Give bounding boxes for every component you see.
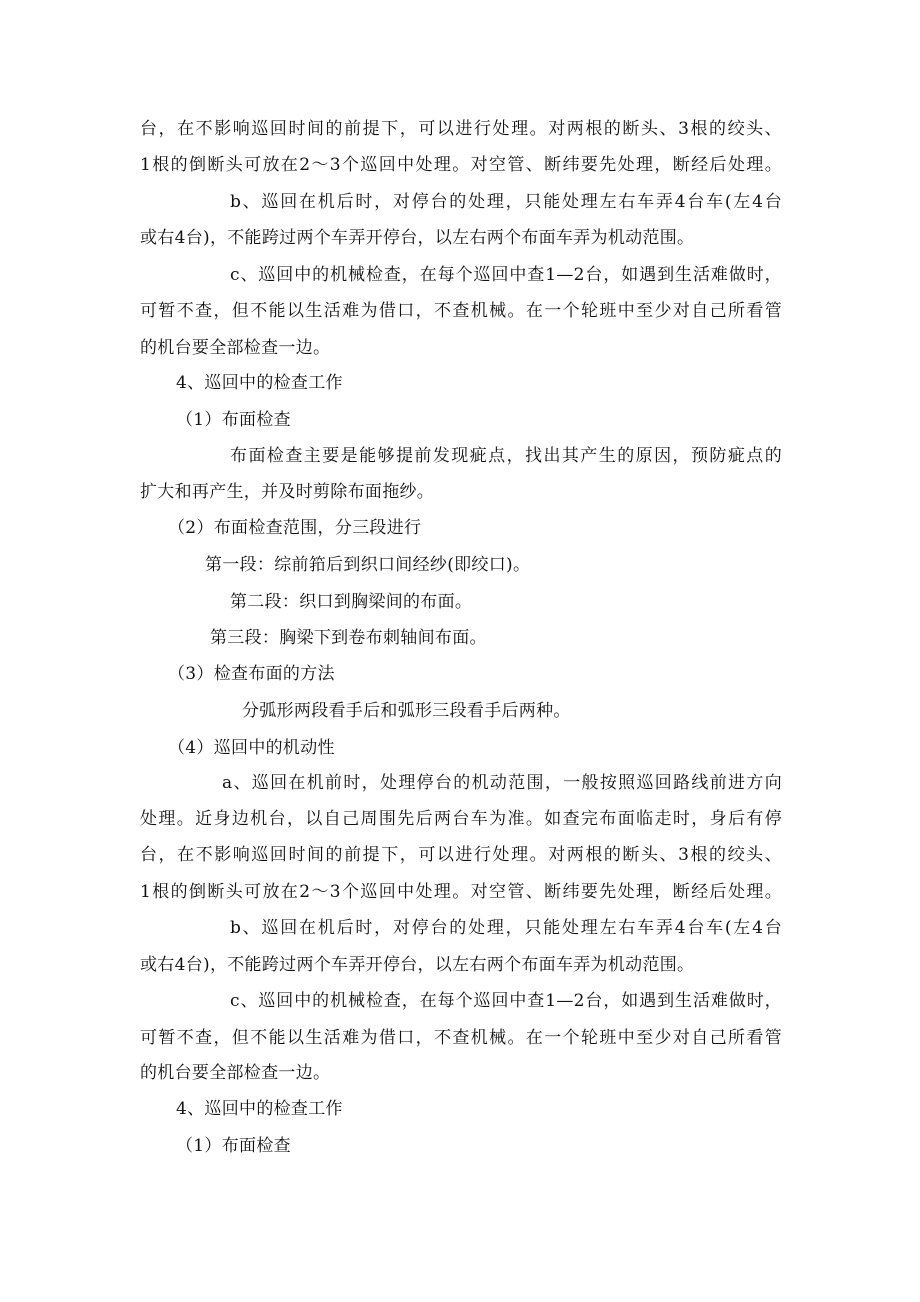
text-line: 布面检查主要是能够提前发现疵点，找出其产生的原因，预防疵点的 bbox=[230, 446, 782, 466]
text-line: c、巡回中的机械检查，在每个巡回中查1—2台，如遇到生活难做时， bbox=[230, 991, 782, 1011]
subsection-heading: （4）巡回中的机动性 bbox=[168, 738, 335, 758]
text-line: 或右4台)，不能跨过两个车弄开停台，以左右两个布面车弄为机动范围。 bbox=[140, 955, 695, 975]
text-line: b、巡回在机后时，对停台的处理，只能处理左右车弄4台车(左4台 bbox=[230, 918, 782, 938]
text-line: 的机台要全部检查一边。 bbox=[140, 338, 331, 358]
text-line: 扩大和再产生，并及时剪除布面拖纱。 bbox=[140, 482, 435, 502]
text-line: 第三段：胸梁下到卷布刺轴间布面。 bbox=[210, 628, 487, 648]
text-line: b、巡回在机后时，对停台的处理，只能处理左右车弄4台车(左4台 bbox=[230, 192, 782, 212]
text-line: 可暂不查，但不能以生活难为借口，不查机械。在一个轮班中至少对自己所看管 bbox=[140, 301, 782, 321]
text-line: 台，在不影响巡回时间的前提下，可以进行处理。对两根的断头、3根的绞头、 bbox=[140, 845, 782, 865]
section-heading: 4、巡回中的检查工作 bbox=[176, 1099, 343, 1119]
text-line: 1根的倒断头可放在2～3个巡回中处理。对空管、断纬要先处理，断经后处理。 bbox=[140, 882, 782, 902]
text-line: 台，在不影响巡回时间的前提下，可以进行处理。对两根的断头、3根的绞头、 bbox=[140, 119, 782, 139]
text-line: 第二段：织口到胸梁间的布面。 bbox=[230, 592, 473, 612]
text-line: c、巡回中的机械检查，在每个巡回中查1—2台，如遇到生活难做时， bbox=[230, 265, 782, 285]
text-line: a、巡回在机前时，处理停台的机动范围，一般按照巡回路线前进方向 bbox=[222, 773, 782, 793]
text-line: 或右4台)，不能跨过两个车弄开停台，以左右两个布面车弄为机动范围。 bbox=[140, 228, 695, 248]
text-line: 可暂不查，但不能以生活难为借口，不查机械。在一个轮班中至少对自己所看管 bbox=[140, 1028, 782, 1048]
text-line: 第一段：综前筘后到织口间经纱(即绞口)。 bbox=[205, 555, 531, 575]
subsection-heading: （2）布面检查范围，分三段进行 bbox=[168, 518, 422, 538]
text-line: 分弧形两段看手后和弧形三段看手后两种。 bbox=[242, 701, 571, 721]
text-line: 1根的倒断头可放在2～3个巡回中处理。对空管、断纬要先处理，断经后处理。 bbox=[140, 155, 782, 175]
subsection-heading: （1）布面检查 bbox=[176, 1136, 291, 1156]
section-heading: 4、巡回中的检查工作 bbox=[176, 373, 343, 393]
subsection-heading: （3）检查布面的方法 bbox=[168, 664, 335, 684]
subsection-heading: （1）布面检查 bbox=[176, 410, 291, 430]
text-line: 的机台要全部检查一边。 bbox=[140, 1063, 331, 1083]
text-line: 处理。近身边机台，以自己周围先后两台车为准。如查完布面临走时，身后有停 bbox=[140, 809, 782, 829]
